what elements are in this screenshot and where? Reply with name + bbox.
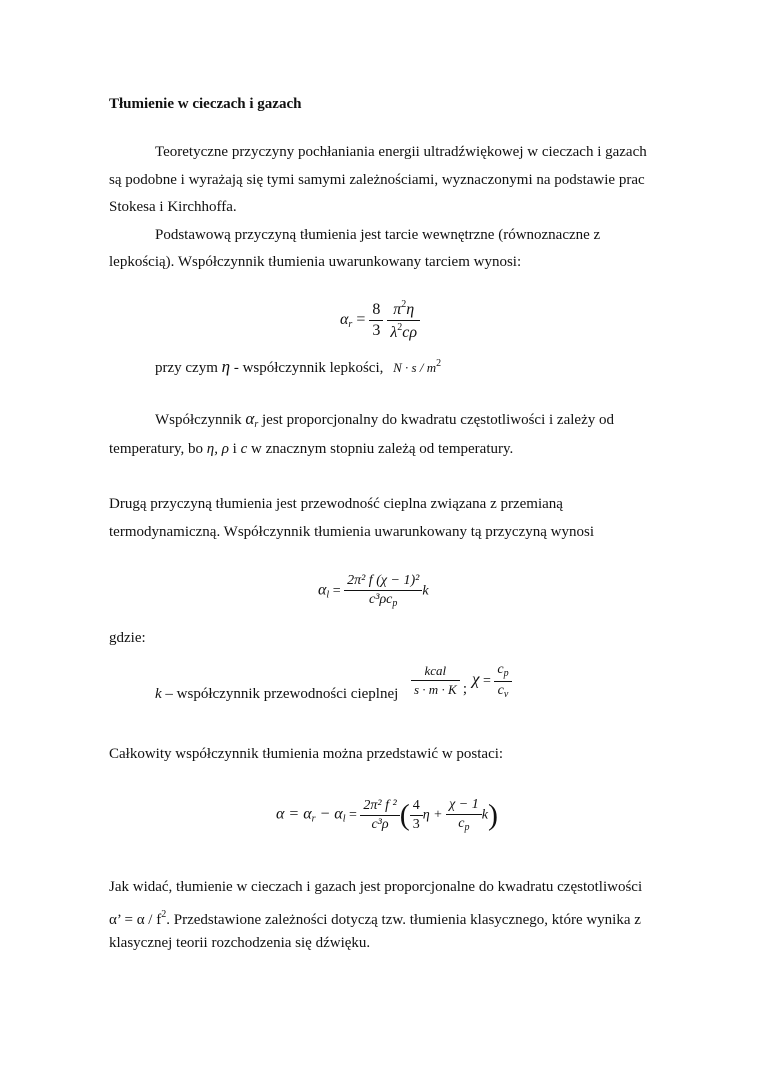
k-definition <box>155 680 398 708</box>
eq3-k: k <box>481 807 488 823</box>
eq3-numerator: 2π² f ² <box>360 799 399 816</box>
k-unit-den: s · m · K <box>414 682 457 697</box>
eq1-eta: η <box>406 301 415 318</box>
p4-text-after: jest proporcjonalny do kwadratu częstotliwości i zależy od <box>258 412 614 428</box>
chi-definition <box>472 663 512 700</box>
chi-symbol: χ <box>472 669 480 689</box>
p4-l2-before: temperatury, bo <box>109 441 207 457</box>
k-unit-num: kcal <box>411 664 460 681</box>
eq3-minus-alpha: − α <box>315 805 343 823</box>
eq3-sub-l: l <box>342 813 346 825</box>
eq1-equals: = <box>356 311 366 329</box>
paragraph-1-line-3: Stokesa i Kirchhoffa. <box>109 199 237 215</box>
eq2-denominator: c³ρc <box>369 592 393 607</box>
chi-num-sub: p <box>503 668 509 679</box>
equation-total-attenuation <box>276 798 498 833</box>
paragraph-4-line-1 <box>155 405 614 439</box>
eq2-k: k <box>422 583 429 599</box>
paragraph-7-line-1: Jak widać, tłumienie w cieczach i gazach jest proporcjonalne do kwadratu częstotliwości <box>109 879 643 895</box>
paragraph-4-line-2 <box>109 435 513 463</box>
eq1-alpha-sub: r <box>348 319 353 331</box>
eq3-equals: = <box>345 807 357 823</box>
k-text: – współczynnik przewodności cieplnej <box>161 686 399 702</box>
viscosity-unit: N · s / m <box>393 360 437 375</box>
eq1-pi-exp: 2 <box>401 299 407 310</box>
eq1-lambda-exp: 2 <box>397 322 403 333</box>
p7-formula: α’ = α / f <box>109 912 162 928</box>
eq3-denominator: c³ρ <box>371 817 389 832</box>
paragraph-5-line-2: termodynamiczną. Współczynnik tłumienia uwarunkowany tą przyczyną wynosi <box>109 524 594 540</box>
k-unit <box>411 664 460 696</box>
eq3-right-paren: ) <box>487 798 498 832</box>
eq3-four-thirds <box>410 799 423 832</box>
eq3-in1-den: 3 <box>412 817 420 832</box>
eq3-in2-den: c <box>458 816 465 831</box>
chi-den-c: c <box>497 683 504 698</box>
k-symbol: k <box>155 686 162 702</box>
eq2-equals: = <box>332 583 341 599</box>
chi-den-sub: v <box>503 689 509 700</box>
eq1-lambda: λ <box>390 324 398 341</box>
eq3-left-paren: ( <box>399 798 410 832</box>
p4-alpha-sub: r <box>254 419 259 430</box>
eq2-alpha: α <box>318 581 327 599</box>
p4-c: c <box>240 441 248 457</box>
eq1-coef-num: 8 <box>369 302 383 321</box>
equation-thermal-attenuation <box>318 574 429 609</box>
chi-equals: = <box>482 673 491 689</box>
chi-fraction <box>494 663 511 700</box>
p7-formula-exp: 2 <box>161 909 167 920</box>
paragraph-5-line-1: Drugą przyczyną tłumienia jest przewodność cieplna związana z przemianą <box>109 496 563 512</box>
eq3-lhs: α = α <box>276 805 312 823</box>
chi-num-c: c <box>497 662 504 677</box>
paragraph-2-line-1: Podstawową przyczyną tłumienia jest tarcie wewnętrzne (równoznaczne z <box>155 227 601 243</box>
section-title: Tłumienie w cieczach i gazach <box>109 96 302 112</box>
k-unit-fraction <box>411 664 467 697</box>
viscosity-unit-exp: 2 <box>436 358 442 369</box>
paragraph-7-line-3: klasycznej teorii rozchodzenia się dźwięku. <box>109 935 371 951</box>
eq3-in2-den-sub: p <box>464 822 470 833</box>
paragraph-1-line-1: Teoretyczne przyczyny pochłaniania energii ultradźwiękowej w cieczach i gazach <box>155 144 647 160</box>
paragraph-6: Całkowity współczynnik tłumienia można przedstawić w postaci: <box>109 746 504 762</box>
k-semicolon: ; <box>462 680 468 697</box>
eq2-alpha-sub: l <box>326 589 330 601</box>
eq3-fraction <box>360 799 399 832</box>
p4-l2-mid: i <box>228 441 241 457</box>
equation-viscous-attenuation <box>340 300 420 341</box>
paragraph-1-line-2: są podobne i wyrażają się tymi samymi zależnościami, wyznaczonymi na podstawie prac <box>109 172 645 188</box>
gdzie-label: gdzie: <box>109 630 146 646</box>
viscosity-line <box>155 350 441 382</box>
eq2-numerator: 2π² f (χ − 1)² <box>344 574 422 591</box>
eq3-in1-num: 4 <box>410 799 423 816</box>
paragraph-2-line-2: lepkością). Współczynnik tłumienia uwarunkowany tarciem wynosi: <box>109 254 522 270</box>
eq1-fraction <box>387 300 420 341</box>
eq2-den-sub: p <box>392 598 398 609</box>
viscosity-text-after: - współczynnik lepkości, <box>230 360 384 376</box>
eq3-sub-r: r <box>311 813 316 825</box>
eq1-coef-den: 3 <box>372 322 381 339</box>
p4-alpha: α <box>245 409 255 428</box>
eq2-fraction <box>344 574 422 609</box>
p4-text-before: Współczynnik <box>155 412 246 428</box>
p4-eta-rho: η, ρ <box>206 441 229 457</box>
eq3-chi-fraction <box>446 798 482 833</box>
eq1-coefficient <box>369 302 383 339</box>
eq1-pi: π <box>393 301 402 318</box>
eq3-in2-num: χ − 1 <box>446 798 482 815</box>
eq1-c-rho: cρ <box>402 324 418 341</box>
p4-l2-after: w znacznym stopniu zależą od temperatury. <box>247 441 514 457</box>
viscosity-symbol: η <box>221 357 231 376</box>
eq3-eta-plus: η + <box>422 807 443 823</box>
eq1-alpha: α <box>340 311 349 329</box>
p7-text-after: . Przedstawione zależności dotyczą tzw. tłumienia klasycznego, które wynika z <box>166 912 641 928</box>
viscosity-text-before: przy czym <box>155 360 222 376</box>
